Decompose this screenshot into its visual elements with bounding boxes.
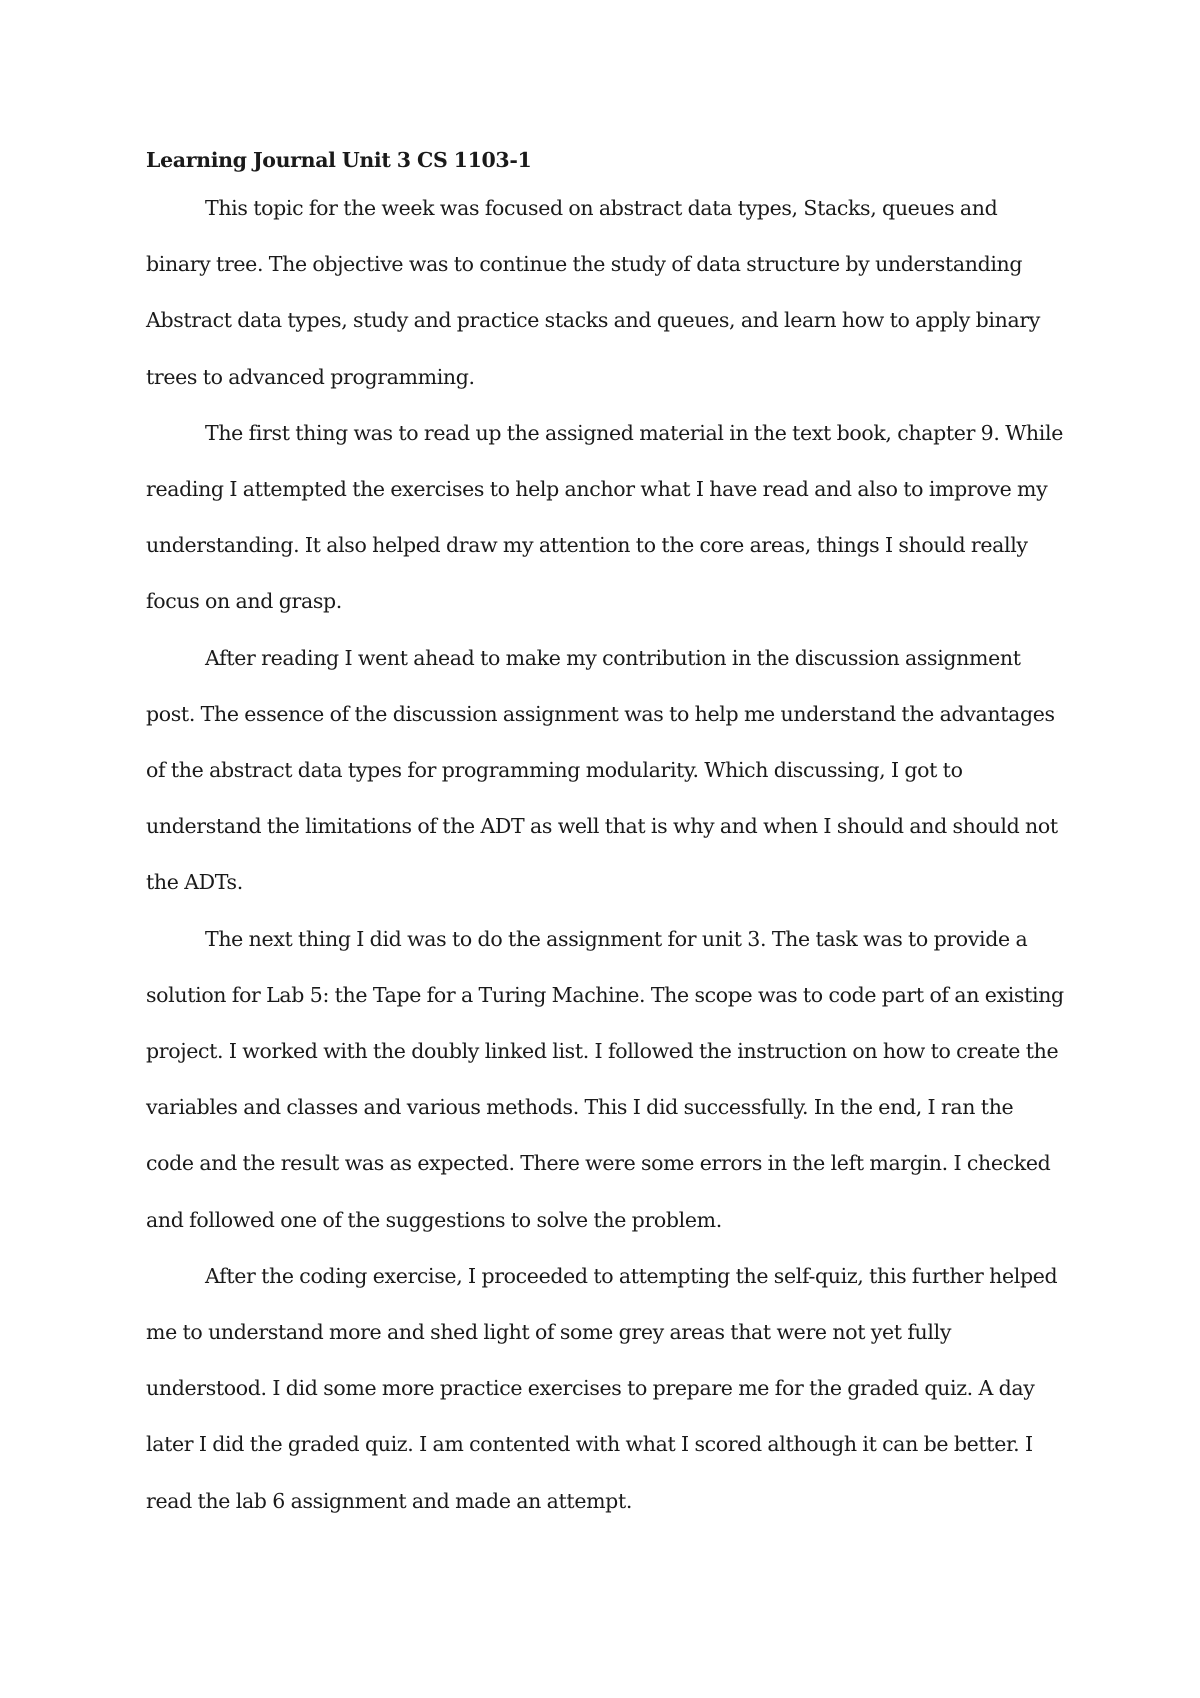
paragraph-assignment: The next thing I did was to do the assignment for unit 3. The task was to provide a solution for Lab 5: the Tape for a Turing Machine. The scope was to code part of an existing project. I worked with the doubly linked list. I followed the instruction on how to create the variables and classes and various methods. This I did successfully. In the end, I ran the code and the result was as expected. There were some errors in the left margin. I checked and followed one of the suggestions to solve the problem. xyxy=(146,926,1064,1232)
document-title: Learning Journal Unit 3 CS 1103-1 xyxy=(146,148,532,172)
paragraph-reading: The first thing was to read up the assigned material in the text book, chapter 9. While reading I attempted the exercises to help anchor what I have read and also to improve my understanding. It also helped draw my attention to the core areas, things I should really focus on and grasp. xyxy=(146,420,1063,614)
paragraph-discussion: After reading I went ahead to make my contribution in the discussion assignment post. The essence of the discussion assignment was to help me understand the advantages of the abstract data types for programming modularity. Which discussing, I got to understand the limitations of the ADT as well that is why and when I should and should not the ADTs. xyxy=(146,645,1058,895)
document-body xyxy=(146,140,1064,1529)
paragraph-self-quiz: After the coding exercise, I proceeded to attempting the self-quiz, this further helped me to understand more and shed light of some grey areas that were not yet fully understood. I did some more practice exercises to prepare me for the graded quiz. A day later I did the graded quiz. I am contented with what I scored although it can be better. I read the lab 6 assignment and made an attempt. xyxy=(146,1263,1058,1513)
paragraph-topic-overview: This topic for the week was focused on abstract data types, Stacks, queues and binary tree. The objective was to continue the study of data structure by understanding Abstract data types, study and practice stacks and queues, and learn how to apply binary trees to advanced programming. xyxy=(146,196,1041,389)
